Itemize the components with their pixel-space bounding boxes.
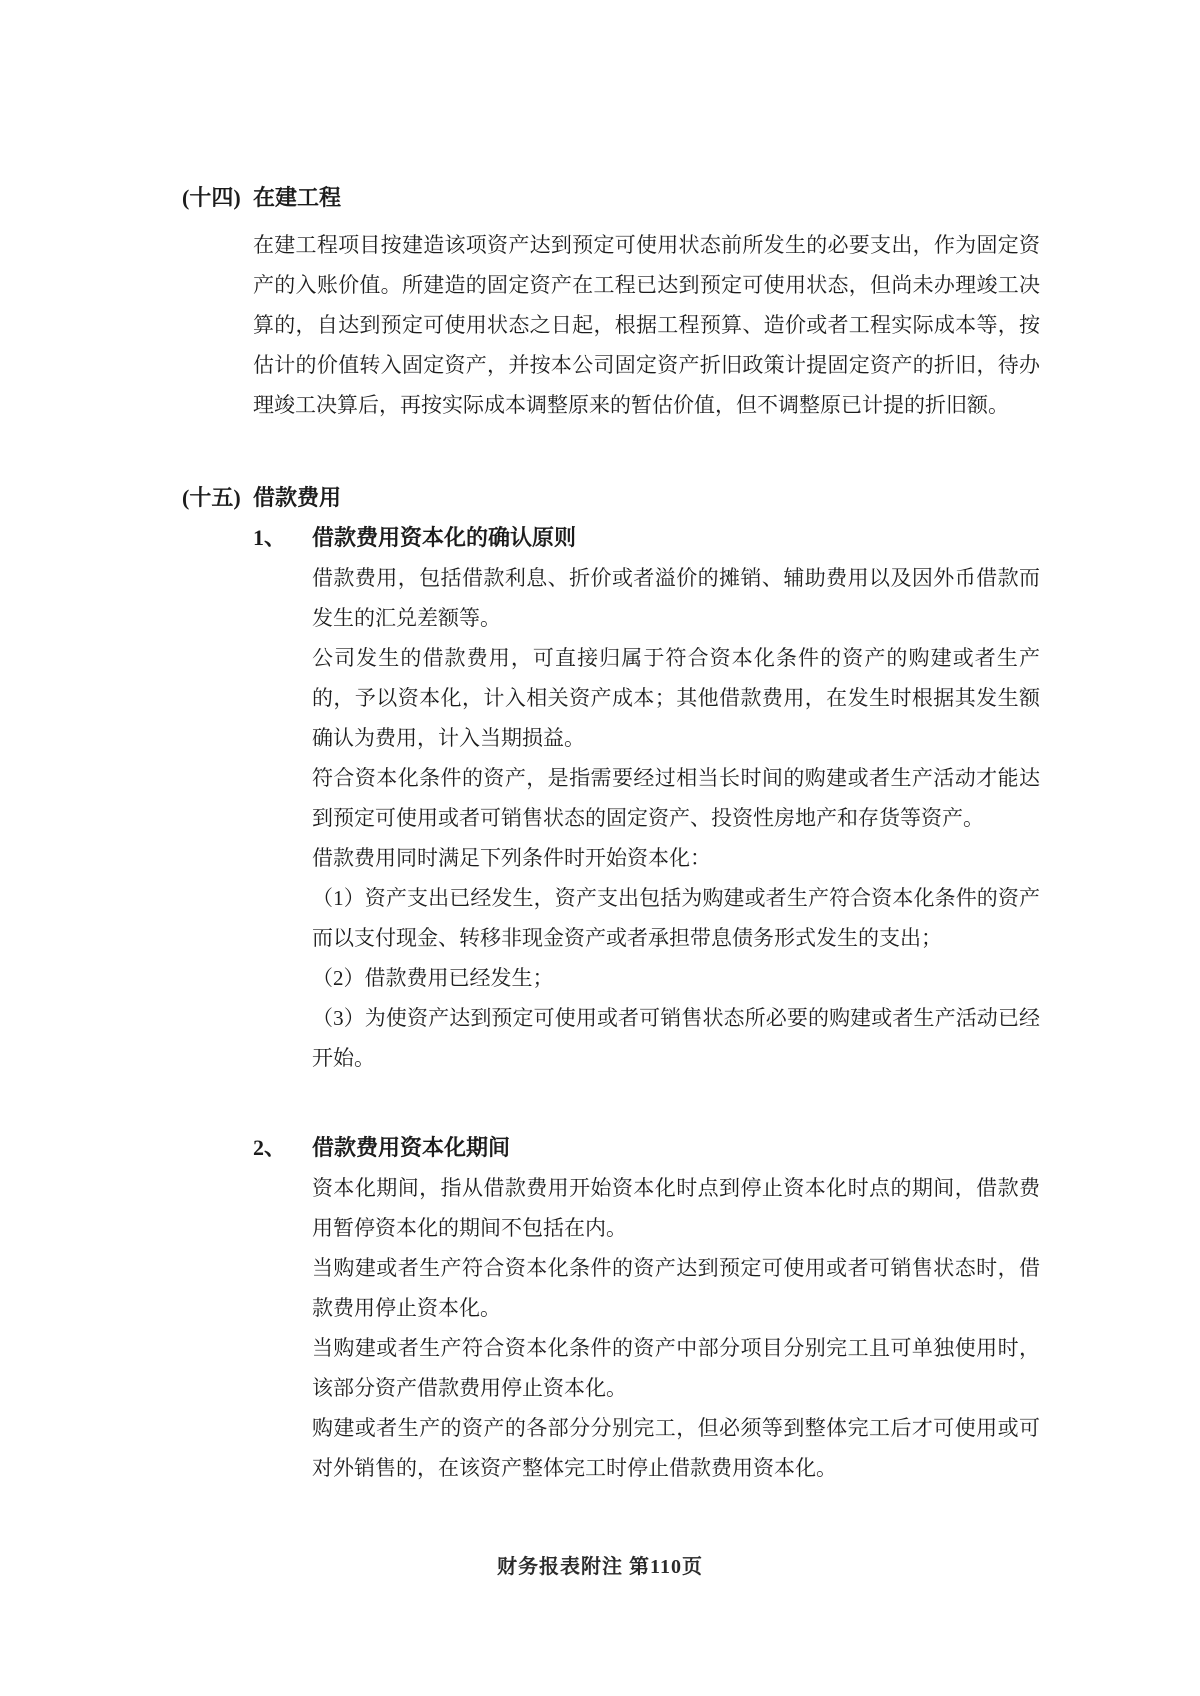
section-label: (十五) [182,485,241,510]
paragraph: （1）资产支出已经发生，资产支出包括为购建或者生产符合资本化条件的资产而以支付现金、转移非现金资产或者承担带息债务形式发生的支出； [312,886,1040,950]
subsection-heading [253,1128,1040,1168]
subsection-title: 借款费用资本化期间 [312,1135,511,1160]
subsection-number: 2、 [253,1135,287,1160]
section-title: 在建工程 [253,185,342,210]
paragraph: 公司发生的借款费用，可直接归属于符合资本化条件的资产的购建或者生产的，予以资本化，计入相关资产成本；其他借款费用，在发生时根据其发生额确认为费用，计入当期损益。 [312,646,1040,750]
paragraph: 购建或者生产的资产的各部分分别完工，但必须等到整体完工后才可使用或可对外销售的，在该资产整体完工时停止借款费用资本化。 [312,1416,1040,1480]
paragraph: 资本化期间，指从借款费用开始资本化时点到停止资本化时点的期间，借款费用暂停资本化的期间不包括在内。 [312,1176,1040,1240]
paragraph: 借款费用同时满足下列条件时开始资本化： [312,846,711,870]
subsection-number: 1、 [253,525,287,550]
subsection-capitalization-period [253,1128,1040,1488]
subsection-capitalization-recognition [253,518,1040,1078]
paragraph: 在建工程项目按建造该项资产达到预定可使用状态前所发生的必要支出，作为固定资产的入账价值。所建造的固定资产在工程已达到预定可使用状态，但尚未办理竣工决算的，自达到预定可使用状态之日起，根据工程预算、造价或者工程实际成本等，按估计的价值转入固定资产，并按本公司固定资产折旧政策计提固定资产的折旧，待办理竣工决算后，再按实际成本调整原来的暂估价值，但不调整原已计提的折旧额。 [253,233,1040,417]
paragraph: （2）借款费用已经发生； [312,966,554,990]
section-borrowing-costs [182,478,1040,1488]
section-heading [182,178,1040,218]
section-body [253,225,1040,425]
paragraph: 当购建或者生产符合资本化条件的资产达到预定可使用或者可销售状态时，借款费用停止资本化。 [312,1256,1040,1320]
subsection-body [312,1168,1040,1488]
section-construction-in-progress [182,178,1040,425]
subsection-title: 借款费用资本化的确认原则 [312,525,577,550]
section-heading [182,478,1040,518]
subsection-body [312,558,1040,1078]
paragraph: （3）为使资产达到预定可使用或者可销售状态所必要的购建或者生产活动已经开始。 [312,1006,1040,1070]
paragraph: 借款费用，包括借款利息、折价或者溢价的摊销、辅助费用以及因外币借款而发生的汇兑差额等。 [312,566,1040,630]
section-label: (十四) [182,185,241,210]
section-title: 借款费用 [253,485,342,510]
paragraph: 符合资本化条件的资产，是指需要经过相当长时间的购建或者生产活动才能达到预定可使用或者可销售状态的固定资产、投资性房地产和存货等资产。 [312,766,1040,830]
subsection-heading [253,518,1040,558]
page-footer: 财务报表附注 第110页 [497,1556,703,1578]
paragraph: 当购建或者生产符合资本化条件的资产中部分项目分别完工且可单独使用时，该部分资产借款费用停止资本化。 [312,1336,1040,1400]
